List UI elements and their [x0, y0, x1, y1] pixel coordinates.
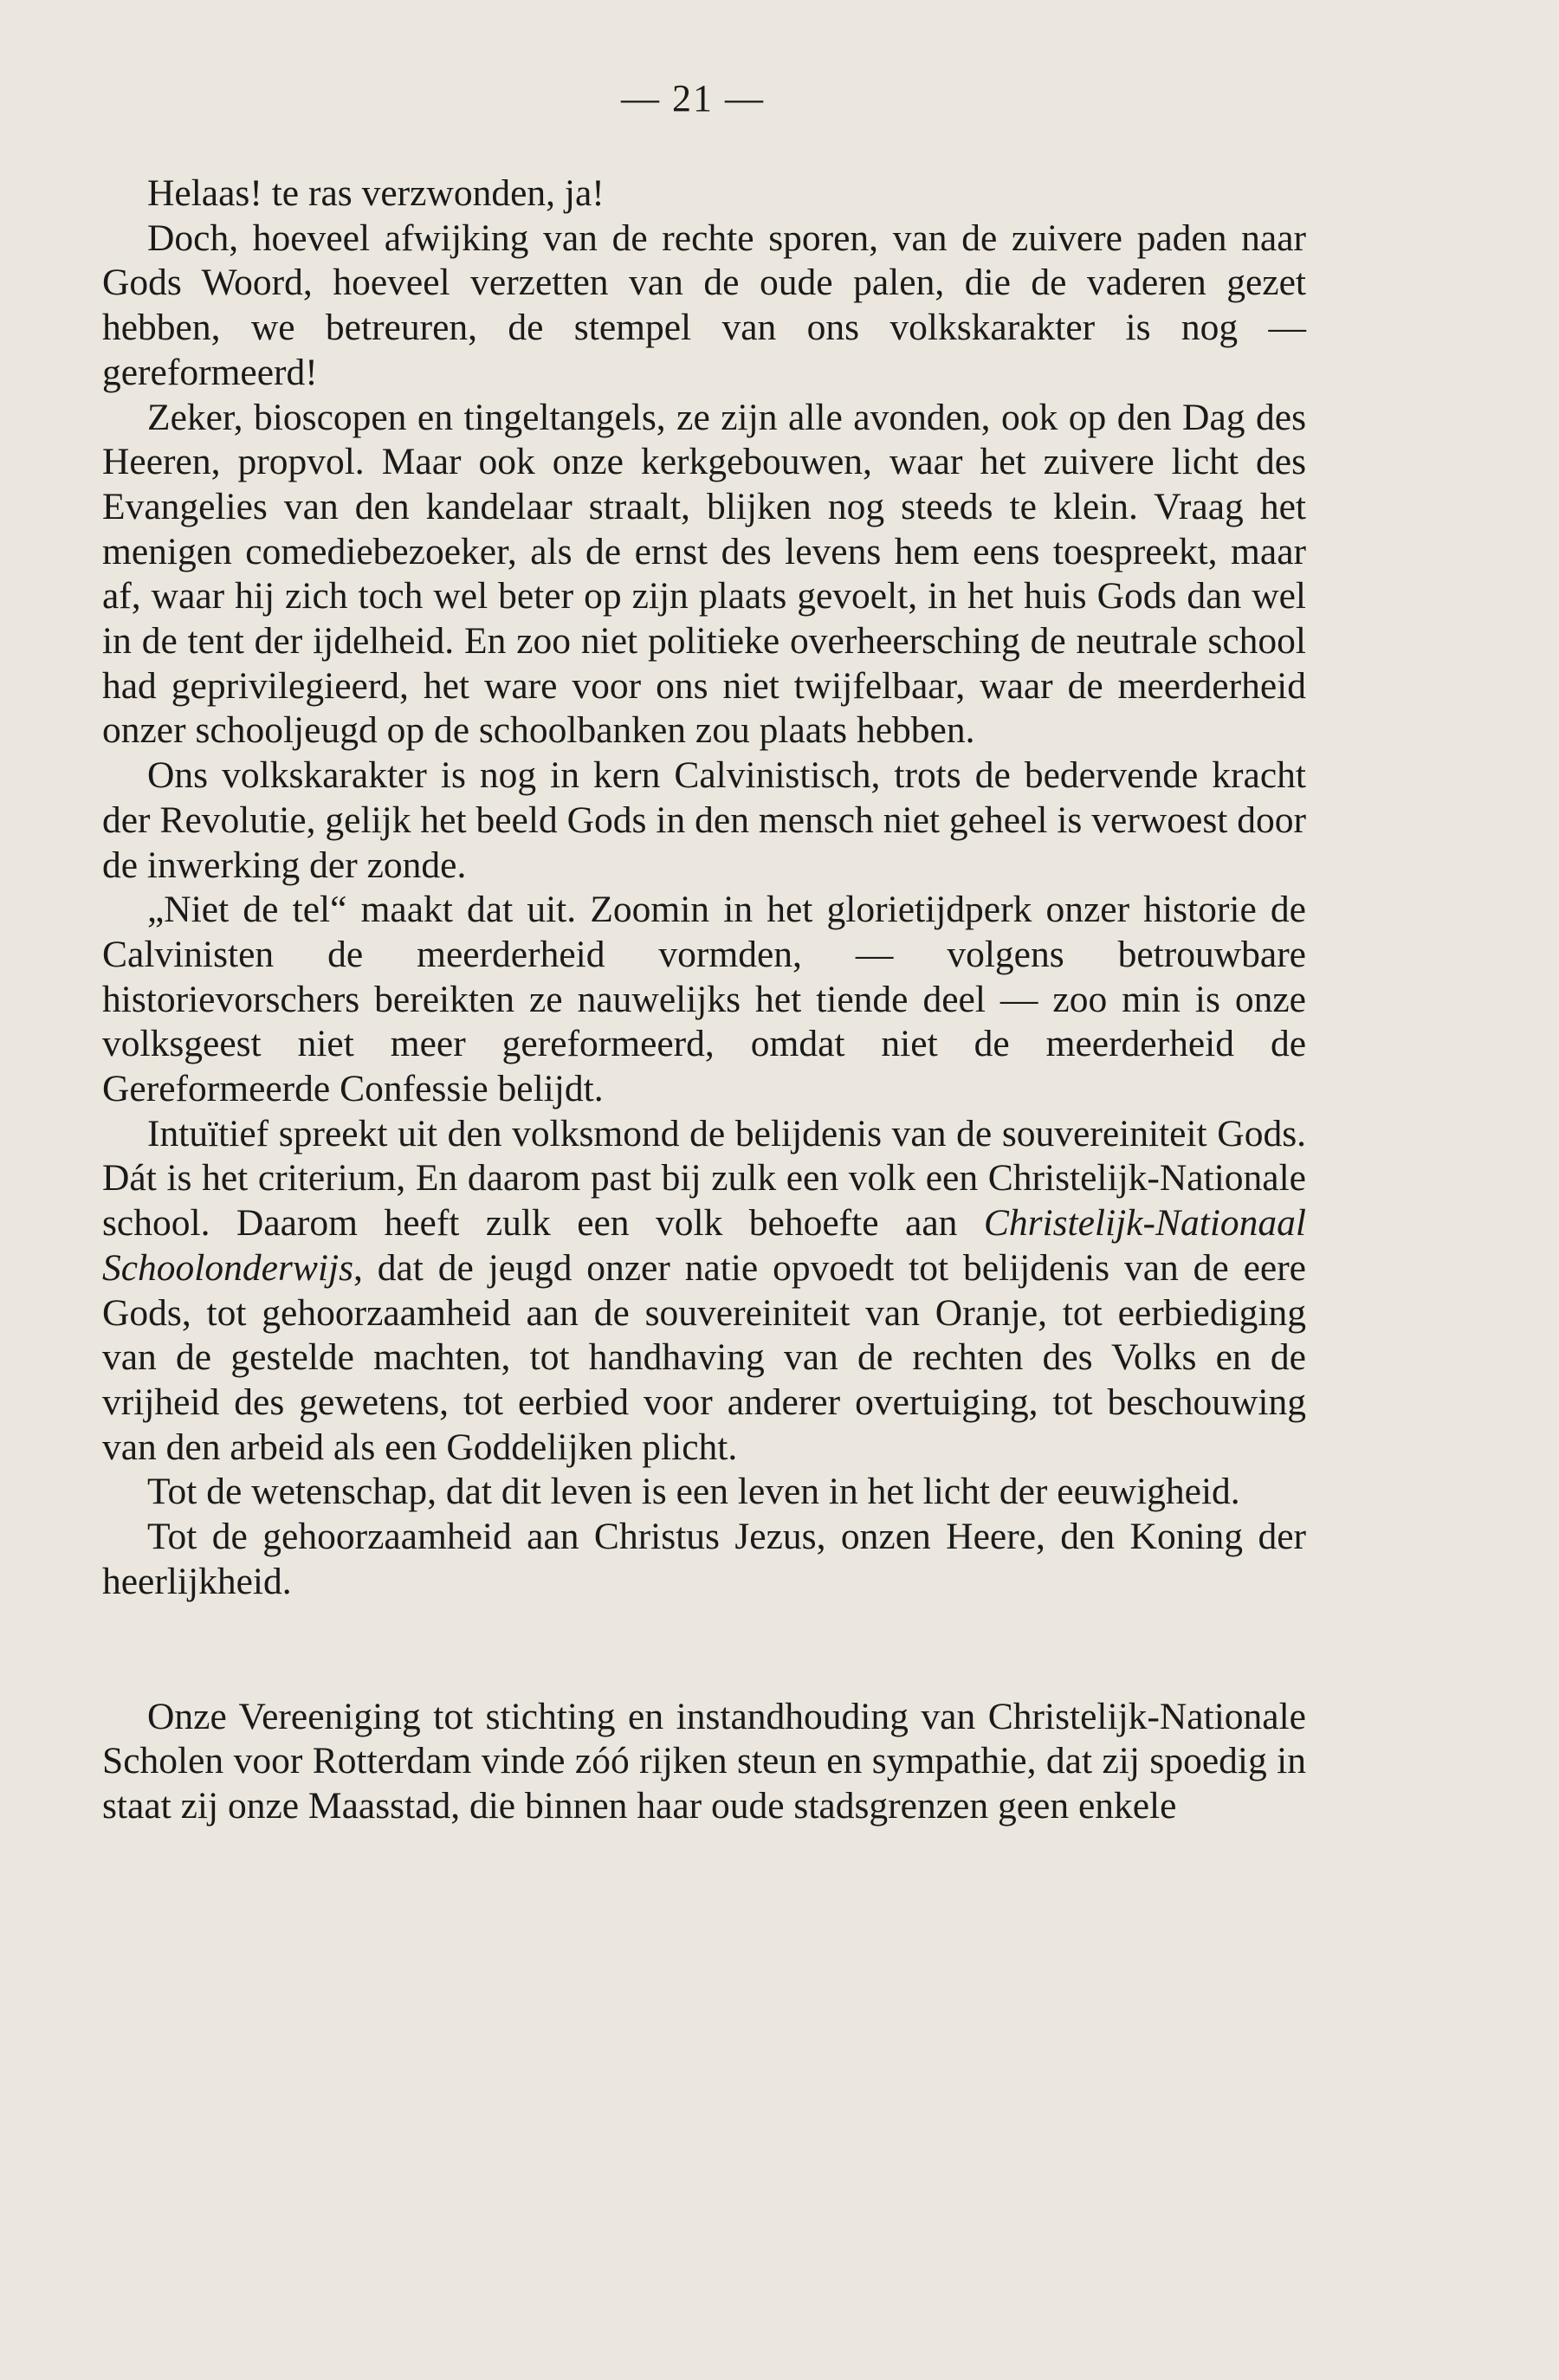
paragraph-1: Helaas! te ras verzwonden, ja!	[147, 172, 605, 214]
paragraph-5: „Niet de tel“ maakt dat uit. Zoomin in het glorietijdperk onzer historie de Calvinisten de meerderheid vormden, — volgens betrouwbare historievorschers bereikten ze nauwelijks het tiende deel — zoo min is onze volksgeest niet meer gereformeerd, omdat niet de meerderheid de Gereformeerde Confessie belijdt.	[102, 889, 1306, 1110]
closing-paragraph: Onze Vereeniging tot stichting en instandhouding van Christelijk-Nationale Scholen voor Rotterdam vinde zóó rijken steun en sympathie, dat zij spoedig in staat zij onze Maasstad, die binnen haar oude stadsgrenzen geen enkele	[102, 1695, 1306, 1827]
body-text	[102, 171, 1306, 1829]
paragraph-3: Zeker, bioscopen en tingeltangels, ze zijn alle avonden, ook op den Dag des Heeren, propvol. Maar ook onze kerkgebouwen, waar het zuivere licht des Evangelies van den kandelaar straalt, blijken nog steeds te klein. Vraag het menigen comediebezoeker, als de ernst des levens hem eens toespreekt, maar af, waar hij zich toch wel beter op zijn plaats gevoelt, in het huis Gods dan wel in de tent der ijdelheid. En zoo niet politieke overheersching de neutrale school had geprivilegieerd, het ware voor ons niet twijfelbaar, waar de meerderheid onzer schooljeugd op de schoolbanken zou plaats hebben.	[102, 396, 1306, 752]
paragraph-2: Doch, hoeveel afwijking van de rechte sporen, van de zuivere paden naar Gods Woord, hoeveel verzetten van de oude palen, die de vaderen gezet hebben, we betreuren, de stempel van ons volkskarakter is nog — gereformeerd!	[102, 217, 1306, 393]
paragraph-6-end: , dat de jeugd onzer natie opvoedt tot belijdenis van de eere Gods, tot gehoorzaamheid aan de souvereiniteit van Oranje, tot eerbiediging van de gestelde machten, tot handhaving van de rechten des Volks en de vrijheid des gewetens, tot eerbied voor anderer overtuiging, tot beschouwing van den arbeid als een Goddelijken plicht.	[102, 1246, 1306, 1468]
paragraph-6-italic: Christelijk-Nationaal Schoolonderwijs	[102, 1202, 1306, 1289]
paragraph-4: Ons volkskarakter is nog in kern Calvinistisch, trots de bedervende kracht der Revolutie, gelijk het beeld Gods in den mensch niet geheel is verwoest door de inwerking der zonde.	[102, 754, 1306, 886]
section-break	[102, 1605, 1306, 1695]
paragraph-6	[102, 1112, 1306, 1471]
paragraph-7: Tot de wetenschap, dat dit leven is een leven in het licht der eeuwigheid.	[147, 1471, 1240, 1513]
paragraph-6-start: Intuïtief spreekt uit den volksmond de belijdenis van de souvereiniteit Gods. Dát is het criterium, En daarom past bij zulk een volk een Christelijk-Nationale school. Daarom heeft zulk een volk behoefte aan	[102, 1112, 1306, 1245]
paragraph-8: Tot de gehoorzaamheid aan Christus Jezus, onzen Heere, den Koning der heerlijkheid.	[102, 1516, 1306, 1602]
page-number: — 21 —	[621, 77, 765, 120]
